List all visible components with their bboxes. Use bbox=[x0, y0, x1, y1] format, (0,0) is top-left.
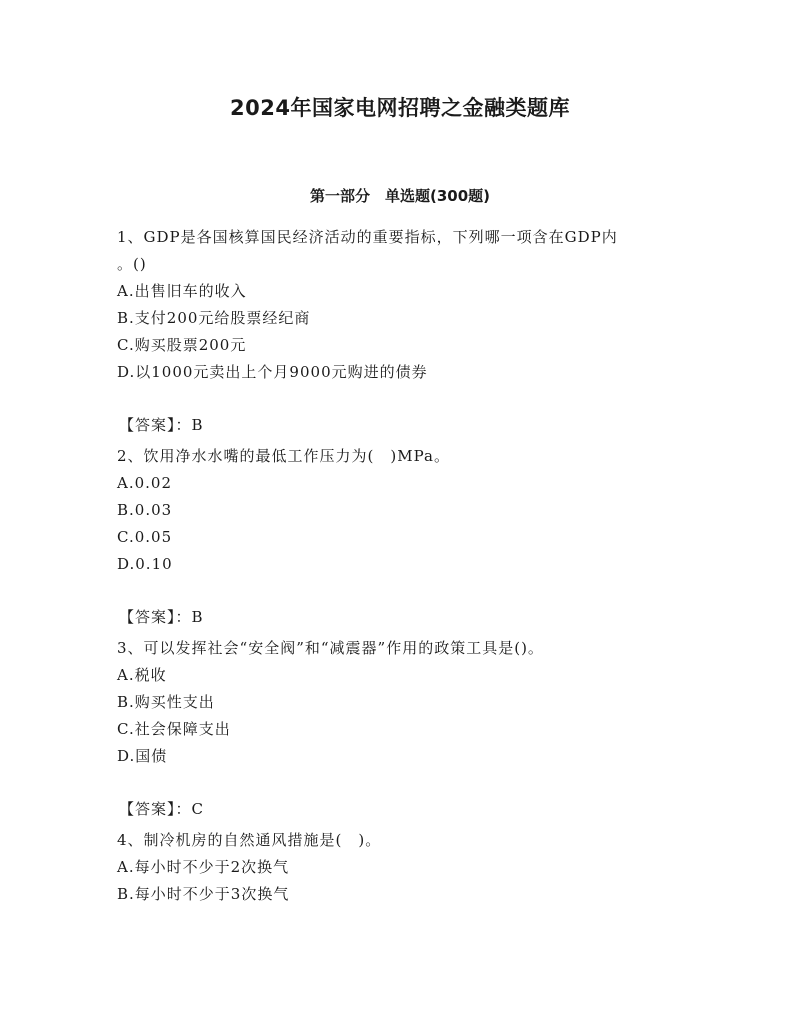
question-stem bbox=[117, 224, 687, 278]
option-c: C.社会保障支出 bbox=[117, 720, 231, 738]
answer-value: B bbox=[191, 416, 204, 434]
question-4 bbox=[117, 827, 687, 908]
option-list bbox=[117, 662, 687, 770]
answer-label: 【答案】： bbox=[119, 800, 192, 818]
option-c: C.购买股票200元 bbox=[117, 336, 247, 354]
option-list bbox=[117, 278, 687, 386]
option-a: A.0.02 bbox=[117, 474, 172, 492]
option-a: A.出售旧车的收入 bbox=[117, 282, 247, 300]
answer-line bbox=[119, 796, 687, 823]
option-d: D.以1000元卖出上个月9000元购进的债券 bbox=[117, 363, 428, 381]
answer-value: C bbox=[191, 800, 204, 818]
option-b: B.每小时不少于3次换气 bbox=[117, 885, 290, 903]
option-list bbox=[117, 854, 687, 908]
option-b: B.支付200元给股票经纪商 bbox=[117, 309, 311, 327]
question-list bbox=[117, 224, 687, 908]
option-b: B.0.03 bbox=[117, 501, 173, 519]
question-3 bbox=[117, 635, 687, 823]
question-stem-line: 1、GDP是各国核算国民经济活动的重要指标，下列哪一项含在GDP内 bbox=[117, 228, 618, 246]
question-stem: 3、可以发挥社会“安全阀”和“减震器”作用的政策工具是()。 bbox=[117, 639, 544, 657]
question-stem-line: 。() bbox=[117, 255, 147, 273]
option-c: C.0.05 bbox=[117, 528, 173, 546]
section-title: 第一部分 单选题(300题) bbox=[309, 187, 491, 205]
question-stem: 4、制冷机房的自然通风措施是( )。 bbox=[117, 831, 382, 849]
answer-label: 【答案】： bbox=[119, 416, 192, 434]
answer-line bbox=[119, 604, 687, 631]
option-b: B.购买性支出 bbox=[117, 693, 215, 711]
document-title: 2024年国家电网招聘之金融类题库 bbox=[230, 96, 570, 120]
question-1 bbox=[117, 224, 687, 439]
option-list bbox=[117, 470, 687, 578]
option-a: A.每小时不少于2次换气 bbox=[117, 858, 290, 876]
option-a: A.税收 bbox=[117, 666, 167, 684]
option-d: D.国债 bbox=[117, 747, 168, 765]
answer-value: B bbox=[191, 608, 204, 626]
question-stem: 2、饮用净水水嘴的最低工作压力为( )MPa。 bbox=[117, 447, 450, 465]
option-d: D.0.10 bbox=[117, 555, 173, 573]
answer-label: 【答案】： bbox=[119, 608, 192, 626]
answer-line bbox=[119, 412, 687, 439]
question-2 bbox=[117, 443, 687, 631]
